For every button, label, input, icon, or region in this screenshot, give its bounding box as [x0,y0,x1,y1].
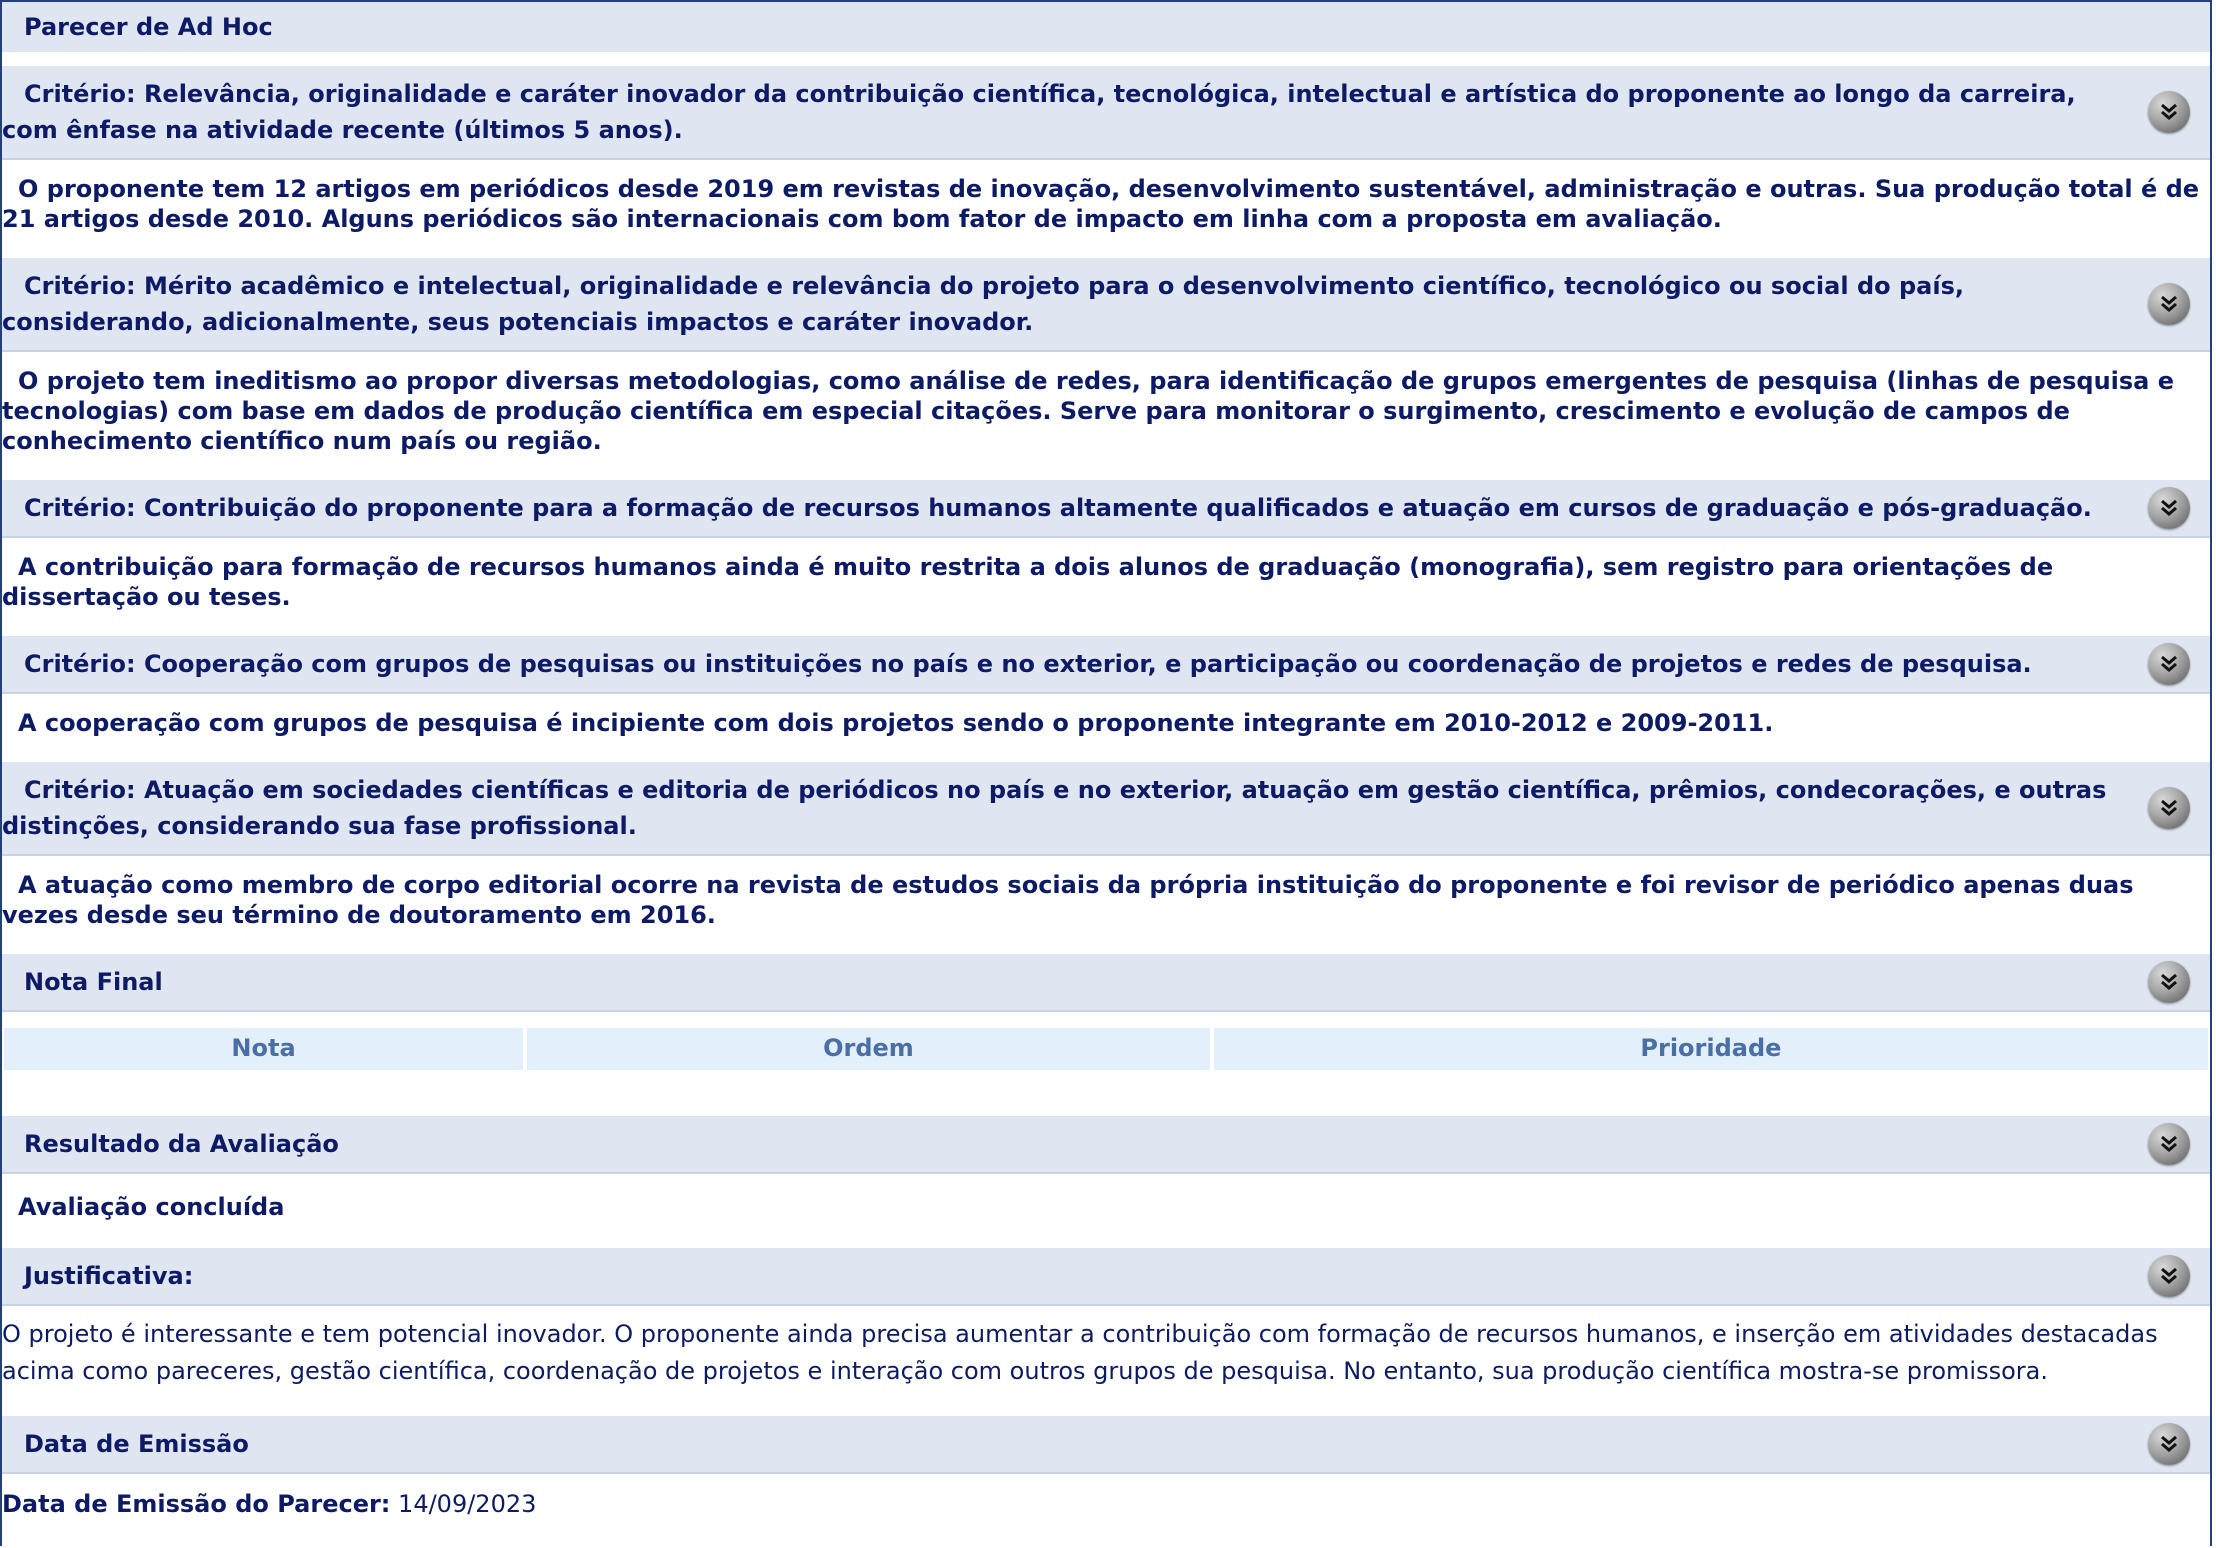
criterion-header-4 [2,636,2210,694]
panel-title: Parecer de Ad Hoc [24,13,273,41]
criterion-header-2 [2,258,2210,352]
nota-final-table-area [2,1028,2210,1116]
collapse-toggle-criterion-1[interactable] [2148,91,2190,133]
nota-final-table-header [2,1028,2210,1070]
criterion-label-5: Critério: [24,776,136,804]
double-chevron-down-icon [2159,1434,2179,1454]
justificativa-body [2,1306,2210,1416]
column-header-nota: Nota [4,1028,523,1070]
emissao-header [2,1416,2210,1474]
collapse-toggle-nota-final[interactable] [2148,961,2190,1003]
criterion-title-4: Cooperação com grupos de pesquisas ou instituições no país e no exterior, e participação ou coordenação de projetos e redes de pesquisa. [143,650,2032,678]
collapse-toggle-criterion-5[interactable] [2148,787,2190,829]
criterion-label-4: Critério: [24,650,136,678]
criterion-label-2: Critério: [24,272,136,300]
criterion-header-1 [2,66,2210,160]
criterion-header-3 [2,480,2210,538]
nota-final-header [2,954,2210,1012]
criterion-body-3: A contribuição para formação de recursos humanos ainda é muito restrita a dois alunos de graduação (monografia), sem registro para orientações de dissertação ou teses. [2,553,2054,611]
collapse-toggle-justificativa[interactable] [2148,1255,2190,1297]
emissao-body [2,1474,2210,1534]
resultado-body [2,1174,2210,1248]
criterion-title-1: Relevância, originalidade e caráter inovador da contribuição científica, tecnológica, intelectual e artística do proponente ao longo da carreira, com ênfase na atividade recente (últimos 5 anos). [2,80,2076,144]
criterion-body-2: O projeto tem ineditismo ao propor diversas metodologias, como análise de redes, para identificação de grupos emergentes de pesquisa (linhas de pesquisa e tecnologias) com base em dados de produção científica em especial citações. Serve para monitorar o surgimento, crescimento e evolução de campos de conhecimento científico num país ou região. [2,367,2174,455]
collapse-toggle-emissao[interactable] [2148,1423,2190,1465]
justificativa-title: Justificativa: [24,1262,194,1290]
double-chevron-down-icon [2159,294,2179,314]
double-chevron-down-icon [2159,798,2179,818]
criterion-title-5: Atuação em sociedades científicas e editoria de periódicos no país e no exterior, atuação em gestão científica, prêmios, condecorações, e outras distinções, considerando sua fase profissional. [2,776,2107,840]
criterion-body-1: O proponente tem 12 artigos em periódicos desde 2019 em revistas de inovação, desenvolvimento sustentável, administração e outras. Sua produção total é de 21 artigos desde 2010. Alguns periódicos são internacionais com bom fator de impacto em linha com a proposta em avaliação. [2,175,2200,233]
justificativa-text: O projeto é interessante e tem potencial inovador. O proponente ainda precisa aumentar a contribuição com formação de recursos humanos, e inserção em atividades destacadas acima como pareceres, gestão científica, coordenação de projetos e interação com outros grupos de pesquisa. No entanto, sua produção científica mostra-se promissora. [2,1320,2158,1385]
collapse-toggle-criterion-4[interactable] [2148,643,2190,685]
nota-final-title: Nota Final [24,968,163,996]
panel-header [2,2,2210,52]
double-chevron-down-icon [2159,498,2179,518]
criterion-label-1: Critério: [24,80,136,108]
emissao-title: Data de Emissão [24,1430,249,1458]
resultado-title: Resultado da Avaliação [24,1130,339,1158]
emissao-label: Data de Emissão do Parecer: [2,1490,391,1518]
criterion-label-3: Critério: [24,494,136,522]
double-chevron-down-icon [2159,102,2179,122]
double-chevron-down-icon [2159,654,2179,674]
double-chevron-down-icon [2159,1134,2179,1154]
emissao-date: 14/09/2023 [398,1490,537,1518]
column-header-prioridade: Prioridade [1214,1028,2208,1070]
double-chevron-down-icon [2159,1266,2179,1286]
collapse-toggle-criterion-2[interactable] [2148,283,2190,325]
criterion-body-5: A atuação como membro de corpo editorial ocorre na revista de estudos sociais da própria instituição do proponente e foi revisor de periódico apenas duas vezes desde seu término de doutoramento em 2016. [2,871,2134,929]
resultado-header [2,1116,2210,1174]
resultado-value: Avaliação concluída [18,1193,285,1221]
criterion-title-3: Contribuição do proponente para a formação de recursos humanos altamente qualificados e atuação em cursos de graduação e pós-graduação. [143,494,2092,522]
column-header-ordem: Ordem [527,1028,1210,1070]
collapse-toggle-resultado[interactable] [2148,1123,2190,1165]
double-chevron-down-icon [2159,972,2179,992]
criterion-header-5 [2,762,2210,856]
criterion-title-2: Mérito acadêmico e intelectual, originalidade e relevância do projeto para o desenvolvimento científico, tecnológico ou social do país, considerando, adicionalmente, seus potenciais impactos e caráter inovador. [2,272,1964,336]
justificativa-header [2,1248,2210,1306]
collapse-toggle-criterion-3[interactable] [2148,487,2190,529]
criterion-body-4: A cooperação com grupos de pesquisa é incipiente com dois projetos sendo o proponente integrante em 2010-2012 e 2009-2011. [18,709,1774,737]
